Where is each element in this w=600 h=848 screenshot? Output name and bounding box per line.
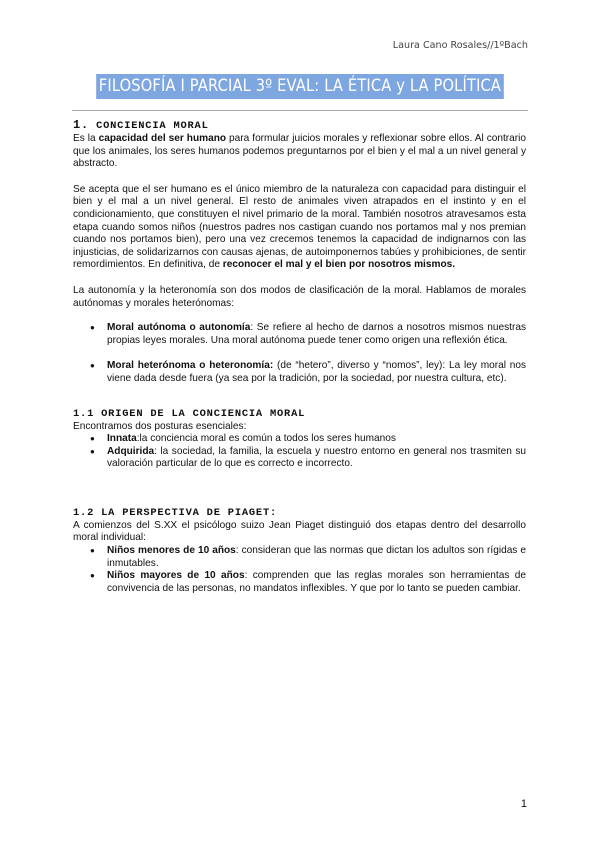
text-run: para formular juicios morales y reflexionar sobre ellos. Al contrario que los animales, los seres humanos podemos preguntarnos por el bien y el mal a un nivel general y abstracto.: [73, 133, 526, 170]
bold-text: Moral heterónoma o heteronomía:: [107, 360, 274, 372]
text-run: : la sociedad, la familia, la escuela y nuestro entorno en general nos trasmiten su valoración particular de lo que es correcto e incorrecto.: [107, 445, 526, 470]
list-item: [73, 322, 526, 347]
text-run: : Se refiere al hecho de darnos a nosotros mismos nuestras propias leyes morales. Una moral autónoma puede tener como origen una reflexión ética.: [107, 322, 526, 346]
text-run: Se acepta que el ser humano es el único miembro de la naturaleza con capacidad para distinguir el bien y el mal a un nivel general. El resto de animales viven atrapados en el instinto y en el condicionamiento, que constituyen el nivel primario de la moral. También nosotros atravesamos esta etapa cuando somos niños (nuestros padres nos castigan cuando nos portamos mal y nos premian cuando nos portamos bien), pero una vez crecemos tenemos la capacidad de indignarnos con las injusticias, de solidarizarnos con causas ajenas, de autoimponernos tabúes y prohibiciones, de sentir remordimientos. En definitiva, de: [73, 183, 526, 271]
section-1-bullets: [73, 322, 526, 385]
list-item: [73, 433, 526, 446]
list-item: [73, 446, 526, 471]
section-1-2-bullets: [73, 545, 526, 595]
text-run: Es la: [73, 133, 99, 144]
bold-text: Niños mayores de 10 años: [107, 570, 245, 582]
section-1-number: 1.: [73, 118, 90, 132]
text-run: : consideran que las normas que dictan los adultos son rígidas e inmutables.: [107, 545, 526, 569]
bold-text: Innata: [107, 433, 137, 445]
section-1-2-heading: 1.2 LA PERSPECTIVA DE PIAGET:: [73, 506, 278, 519]
section-1-heading: [73, 118, 526, 133]
bullet-icon: ●: [90, 434, 95, 444]
bullet-icon: ●: [90, 546, 95, 556]
section-1-title: CONCIENCIA MORAL: [96, 120, 209, 132]
header-author: Laura Cano Rosales//1ºBach: [392, 40, 528, 51]
bold-text: reconocer el mal y el bien por nosotros mismos.: [222, 259, 456, 271]
bold-text: capacidad del ser humano: [98, 133, 227, 144]
text-run: :la conciencia moral es común a todos los seres humanos: [136, 433, 396, 445]
section-1-1-intro: Encontramos dos posturas esenciales:: [73, 420, 247, 432]
bullet-icon: ●: [90, 361, 95, 371]
section-1-paragraph-2: [73, 184, 526, 272]
bold-text: Moral autónoma o autonomía: [107, 322, 251, 334]
bold-text: Niños menores de 10 años: [107, 545, 236, 557]
title-wrap: [0, 74, 600, 99]
bullet-icon: ●: [90, 571, 95, 581]
bullet-icon: ●: [90, 446, 95, 456]
section-1-paragraph-1: [73, 133, 526, 171]
bold-text: Adquirida: [107, 445, 155, 457]
document-body: [73, 118, 526, 595]
section-1-paragraph-3: La autonomía y la heteronomía son dos modos de clasificación de la moral. Hablamos de morales autónomas y morales heterónomas:: [73, 284, 526, 309]
list-item: [73, 360, 526, 385]
list-item: [73, 570, 526, 595]
text-run: (de “hetero”, diverso y “nomos”, ley): La ley moral nos viene dada desde fuera (ya sea por la tradición, por la sociedad, por nuestra cultura, etc).: [107, 360, 527, 384]
page-number: 1: [520, 798, 527, 810]
section-1-1-bullets: [73, 433, 526, 471]
section-1-1-heading: 1.1 ORIGEN DE LA CONCIENCIA MORAL: [73, 407, 306, 420]
bullet-icon: ●: [90, 323, 95, 333]
document-title: FILOSOFÍA I PARCIAL 3º EVAL: LA ÉTICA y LA POLÍTICA: [96, 74, 504, 99]
text-run: : comprenden que las reglas morales son herramientas de convivencia de las personas, no mandatos inflexibles. Y que por lo tanto se pueden cambiar.: [107, 570, 526, 594]
section-1-2-intro: A comienzos del S.XX el psicólogo suizo Jean Piaget distinguió dos etapas dentro del desarrollo moral individual:: [73, 519, 526, 544]
title-divider: [72, 110, 528, 111]
list-item: [73, 545, 526, 570]
